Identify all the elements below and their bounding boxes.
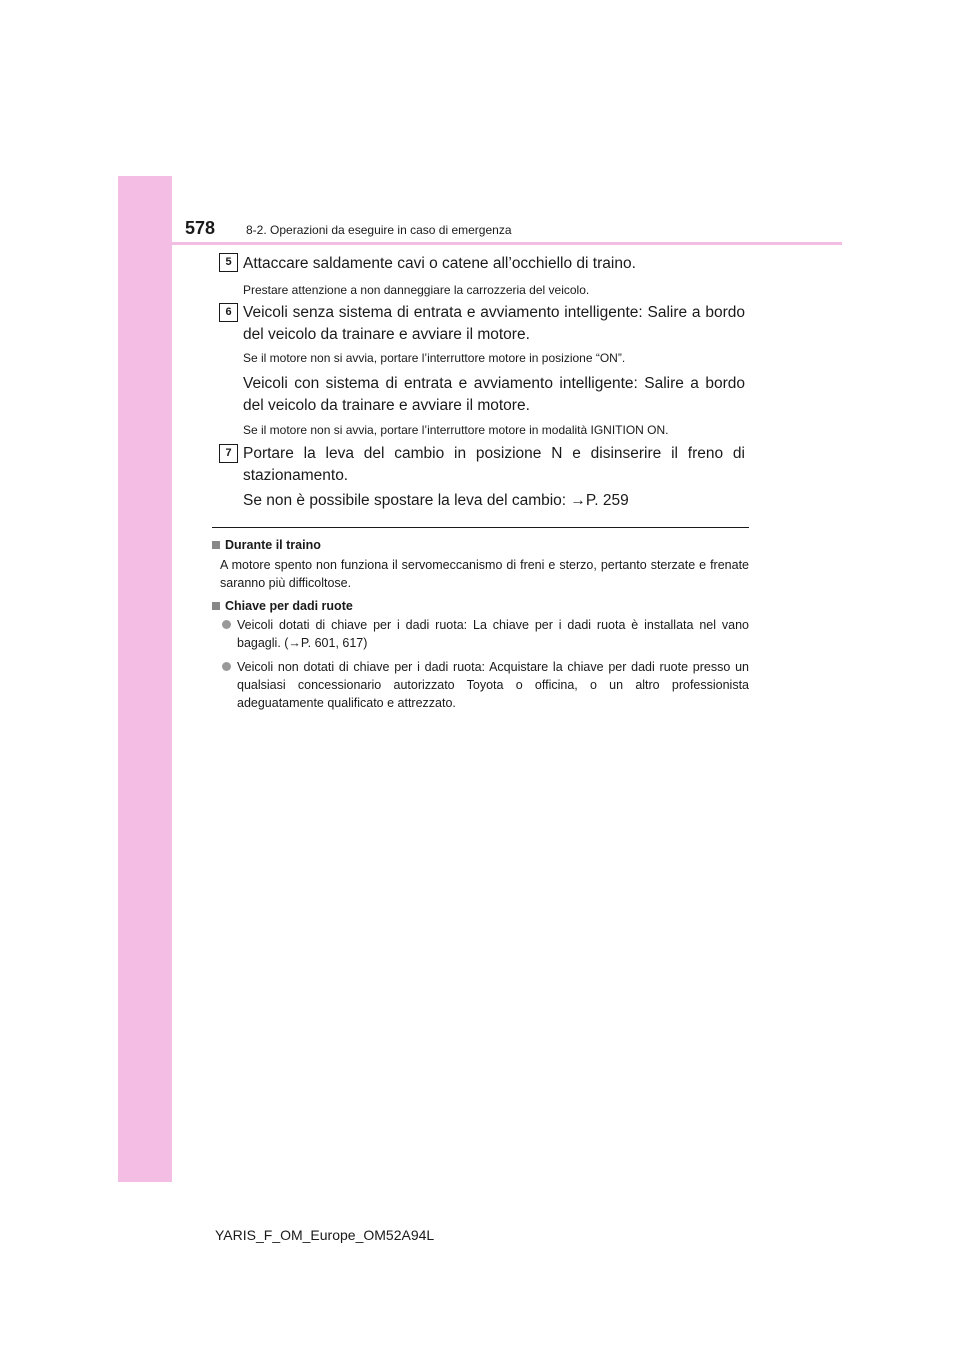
list-item: Veicoli non dotati di chiave per i dadi ruota: Acquistare la chiave per dadi ruote presso un qualsiasi concessionario autorizzato Toyota o officina, o un altro professionista adeguatamente qualificato e attrezzato. — [237, 660, 749, 710]
step-5-text: Attaccare saldamente cavi o catene all’occhiello di traino. — [243, 255, 636, 272]
step-number-7: 7 — [219, 444, 238, 463]
note-body-towing: A motore spento non funziona il servomeccanismo di freni e sterzo, pertanto sterzate e frenate saranno più difficoltose. — [220, 558, 749, 590]
step-number-6: 6 — [219, 303, 238, 322]
note-heading-wheel-lock-key — [212, 599, 353, 613]
section-title: 8-2. Operazioni da eseguire in caso di emergenza — [246, 223, 512, 237]
step-6-text: Veicoli senza sistema di entrata e avviamento intelligente: Salire a bordo del veicolo da trainare e avviare il motore. — [243, 304, 745, 343]
square-bullet-icon — [212, 602, 220, 610]
page-number: 578 — [185, 218, 216, 238]
note-heading-text: Chiave per dadi ruote — [225, 599, 353, 613]
note-heading-text: Durante il traino — [225, 538, 321, 552]
step-7-text: Portare la leva del cambio in posizione N e disinserire il freno di stazionamento. — [243, 445, 745, 484]
circle-bullet-icon — [222, 620, 231, 629]
section-divider — [212, 527, 749, 528]
header-rule — [118, 242, 842, 245]
step-number-5: 5 — [219, 253, 238, 272]
step-7-cross-reference: Se non è possibile spostare la leva del cambio: →P. 259 — [243, 492, 629, 509]
note-heading-towing — [212, 538, 321, 552]
circle-bullet-icon — [222, 662, 231, 671]
step-5-note: Prestare attenzione a non danneggiare la carrozzeria del veicolo. — [243, 283, 590, 297]
step-6-note: Se il motore non si avvia, portare l’interruttore motore in posizione “ON”. — [243, 351, 626, 365]
document-id-footer: YARIS_F_OM_Europe_OM52A94L — [215, 1227, 435, 1243]
square-bullet-icon — [212, 541, 220, 549]
list-item: Veicoli dotati di chiave per i dadi ruota: La chiave per i dadi ruota è installata nel vano bagagli. (→P. 601, 617) — [237, 618, 749, 650]
side-color-band — [118, 176, 172, 1182]
step-6-text-alt: Veicoli con sistema di entrata e avviamento intelligente: Salire a bordo del veicolo da trainare e avviare il motore. — [243, 375, 745, 414]
step-6-note-alt: Se il motore non si avvia, portare l’interruttore motore in modalità IGNITION ON. — [243, 423, 669, 437]
